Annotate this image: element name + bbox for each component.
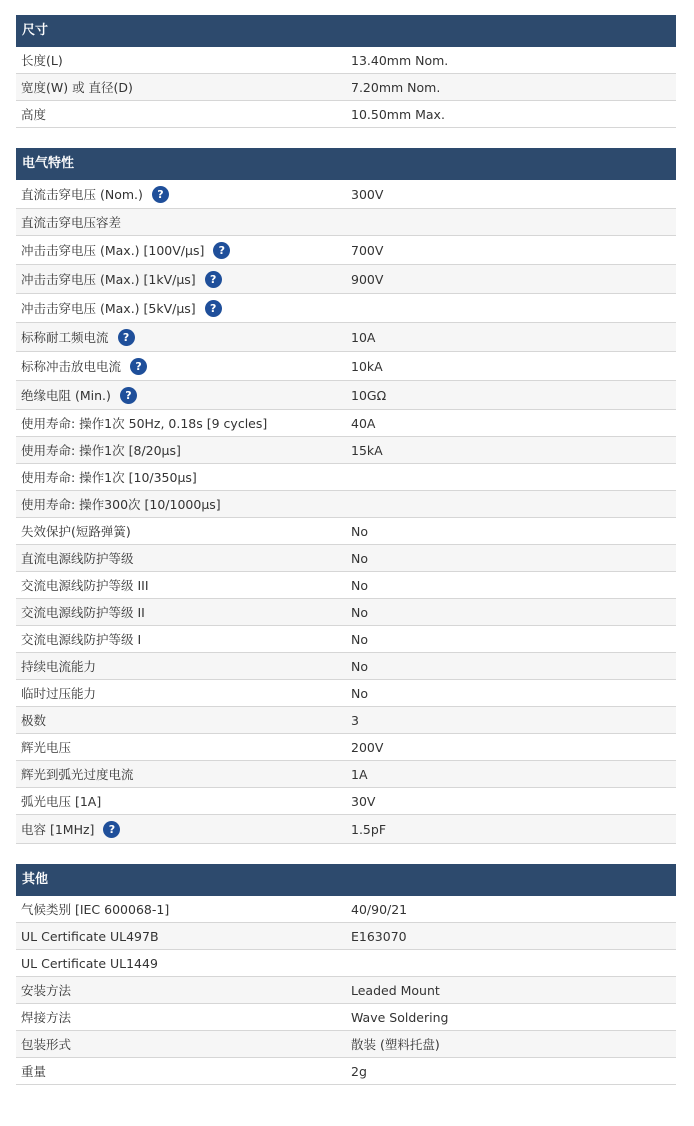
spec-label-cell <box>16 441 345 459</box>
spec-row <box>16 599 676 626</box>
spec-label: 宽度(W) 或 直径(D) <box>21 80 133 95</box>
section-title: 电气特性 <box>16 148 676 180</box>
spec-value: 30V <box>351 793 376 809</box>
spec-label: 高度 <box>21 107 47 122</box>
spec-label: 直流击穿电压容差 <box>21 215 122 230</box>
spec-label: UL Certificate UL1449 <box>21 955 158 971</box>
spec-sections <box>16 15 676 1105</box>
spec-value: 10A <box>351 329 376 345</box>
spec-value: 1A <box>351 766 368 782</box>
spec-label: 气候类别 [IEC 600068-1] <box>21 902 170 917</box>
spec-row <box>16 761 676 788</box>
spec-value: No <box>351 523 368 539</box>
spec-label-cell <box>16 522 345 540</box>
spec-label: 标称耐工频电流 <box>21 330 109 345</box>
spec-value: 10kA <box>351 358 383 374</box>
spec-row <box>16 518 676 545</box>
spec-label: 辉光电压 <box>21 740 72 755</box>
spec-row <box>16 626 676 653</box>
spec-label: 弧光电压 [1A] <box>21 794 102 809</box>
spec-label: 交流电源线防护等级 II <box>21 605 145 620</box>
spec-row <box>16 896 676 923</box>
spec-row <box>16 545 676 572</box>
spec-label-cell <box>16 414 345 432</box>
spec-label-cell <box>16 657 345 675</box>
spec-row <box>16 464 676 491</box>
spec-label: 交流电源线防护等级 I <box>21 632 142 647</box>
spec-row <box>16 410 676 437</box>
spec-row <box>16 572 676 599</box>
spec-row <box>16 680 676 707</box>
spec-label-cell <box>16 929 345 944</box>
question-circle-icon[interactable]: ? <box>118 329 135 346</box>
section-title: 尺寸 <box>16 15 676 47</box>
spec-value: No <box>351 550 368 566</box>
spec-label-cell <box>16 328 345 346</box>
question-circle-icon[interactable]: ? <box>130 358 147 375</box>
section-title: 其他 <box>16 864 676 896</box>
spec-label: 极数 <box>21 713 47 728</box>
spec-value: No <box>351 577 368 593</box>
spec-row <box>16 707 676 734</box>
question-circle-icon[interactable]: ? <box>205 300 222 317</box>
spec-value: E163070 <box>351 928 407 944</box>
spec-section <box>16 15 676 128</box>
spec-row <box>16 437 676 464</box>
spec-label-cell <box>16 51 345 69</box>
spec-value: 40A <box>351 415 376 431</box>
spec-value: 7.20mm Nom. <box>351 79 441 95</box>
spec-label: 重量 <box>21 1064 47 1079</box>
spec-label-cell <box>16 1035 345 1053</box>
spec-value: 15kA <box>351 442 383 458</box>
spec-value: No <box>351 604 368 620</box>
spec-label-cell <box>16 495 345 513</box>
spec-label-cell <box>16 630 345 648</box>
spec-value: 40/90/21 <box>351 901 408 917</box>
spec-label-cell <box>16 241 345 259</box>
spec-label-cell <box>16 1008 345 1026</box>
spec-label: 失效保护(短路弹簧) <box>21 524 131 539</box>
spec-value: 13.40mm Nom. <box>351 52 449 68</box>
spec-value: Leaded Mount <box>351 982 440 998</box>
spec-label-cell <box>16 820 345 838</box>
spec-label: 冲击击穿电压 (Max.) [1kV/µs] <box>21 272 196 287</box>
spec-label-cell <box>16 603 345 621</box>
spec-row <box>16 491 676 518</box>
spec-label-cell <box>16 357 345 375</box>
spec-value: 1.5pF <box>351 821 387 837</box>
spec-label-cell <box>16 900 345 918</box>
spec-label-cell <box>16 711 345 729</box>
spec-value: No <box>351 685 368 701</box>
spec-value: 900V <box>351 271 384 287</box>
spec-row <box>16 236 676 265</box>
spec-row <box>16 1058 676 1085</box>
question-circle-icon[interactable]: ? <box>120 387 137 404</box>
spec-value: 700V <box>351 242 384 258</box>
spec-label-cell <box>16 576 345 594</box>
spec-label: 使用寿命: 操作300次 [10/1000µs] <box>21 497 221 512</box>
spec-label-cell <box>16 185 345 203</box>
question-circle-icon[interactable]: ? <box>152 186 169 203</box>
spec-value: Wave Soldering <box>351 1009 449 1025</box>
spec-row <box>16 101 676 128</box>
spec-label-cell <box>16 956 345 971</box>
spec-label-cell <box>16 738 345 756</box>
spec-value: 2g <box>351 1063 367 1079</box>
spec-label-cell <box>16 792 345 810</box>
spec-label-cell <box>16 981 345 999</box>
spec-label: 直流击穿电压 (Nom.) <box>21 187 143 202</box>
spec-row <box>16 815 676 844</box>
spec-label-cell <box>16 213 345 231</box>
spec-label: 冲击击穿电压 (Max.) [100V/µs] <box>21 243 205 258</box>
spec-label: 冲击击穿电压 (Max.) [5kV/µs] <box>21 301 196 316</box>
spec-value: 10GΩ <box>351 387 387 403</box>
spec-value: 散装 (塑料托盘) <box>351 1037 440 1052</box>
spec-section <box>16 864 676 1085</box>
question-circle-icon[interactable]: ? <box>103 821 120 838</box>
spec-label-cell <box>16 386 345 404</box>
spec-label: 长度(L) <box>21 53 63 68</box>
spec-label-cell <box>16 299 345 317</box>
spec-row <box>16 294 676 323</box>
spec-row <box>16 734 676 761</box>
spec-label: 交流电源线防护等级 III <box>21 578 149 593</box>
spec-label: 焊接方法 <box>21 1010 72 1025</box>
spec-row <box>16 977 676 1004</box>
spec-value: 3 <box>351 712 359 728</box>
spec-label: 直流电源线防护等级 <box>21 551 134 566</box>
spec-label: 临时过压能力 <box>21 686 97 701</box>
spec-label-cell <box>16 468 345 486</box>
spec-row <box>16 209 676 236</box>
spec-row <box>16 788 676 815</box>
question-circle-icon[interactable]: ? <box>213 242 230 259</box>
spec-value: 200V <box>351 739 384 755</box>
spec-section <box>16 148 676 844</box>
spec-row <box>16 323 676 352</box>
spec-row <box>16 1004 676 1031</box>
spec-label: 使用寿命: 操作1次 [10/350µs] <box>21 470 197 485</box>
spec-label: 电容 [1MHz] <box>21 822 95 837</box>
spec-row <box>16 381 676 410</box>
spec-value: 300V <box>351 186 384 202</box>
spec-label-cell <box>16 1062 345 1080</box>
spec-row <box>16 923 676 950</box>
spec-row <box>16 74 676 101</box>
spec-value: 10.50mm Max. <box>351 106 445 122</box>
spec-label: 绝缘电阻 (Min.) <box>21 388 111 403</box>
spec-label: 包装形式 <box>21 1037 72 1052</box>
spec-label-cell <box>16 684 345 702</box>
spec-label-cell <box>16 270 345 288</box>
spec-row <box>16 47 676 74</box>
spec-label: 安装方法 <box>21 983 72 998</box>
spec-label-cell <box>16 765 345 783</box>
spec-row <box>16 180 676 209</box>
spec-label: UL Certificate UL497B <box>21 928 159 944</box>
spec-row <box>16 352 676 381</box>
spec-value: No <box>351 658 368 674</box>
spec-label: 持续电流能力 <box>21 659 97 674</box>
spec-label-cell <box>16 105 345 123</box>
spec-row <box>16 265 676 294</box>
spec-label-cell <box>16 549 345 567</box>
spec-row <box>16 950 676 977</box>
spec-row <box>16 653 676 680</box>
spec-label: 标称冲击放电电流 <box>21 359 122 374</box>
question-circle-icon[interactable]: ? <box>205 271 222 288</box>
spec-label-cell <box>16 78 345 96</box>
spec-label: 使用寿命: 操作1次 [8/20µs] <box>21 443 181 458</box>
spec-row <box>16 1031 676 1058</box>
spec-value: No <box>351 631 368 647</box>
spec-label: 使用寿命: 操作1次 50Hz, 0.18s [9 cycles] <box>21 416 268 431</box>
spec-label: 辉光到弧光过度电流 <box>21 767 134 782</box>
